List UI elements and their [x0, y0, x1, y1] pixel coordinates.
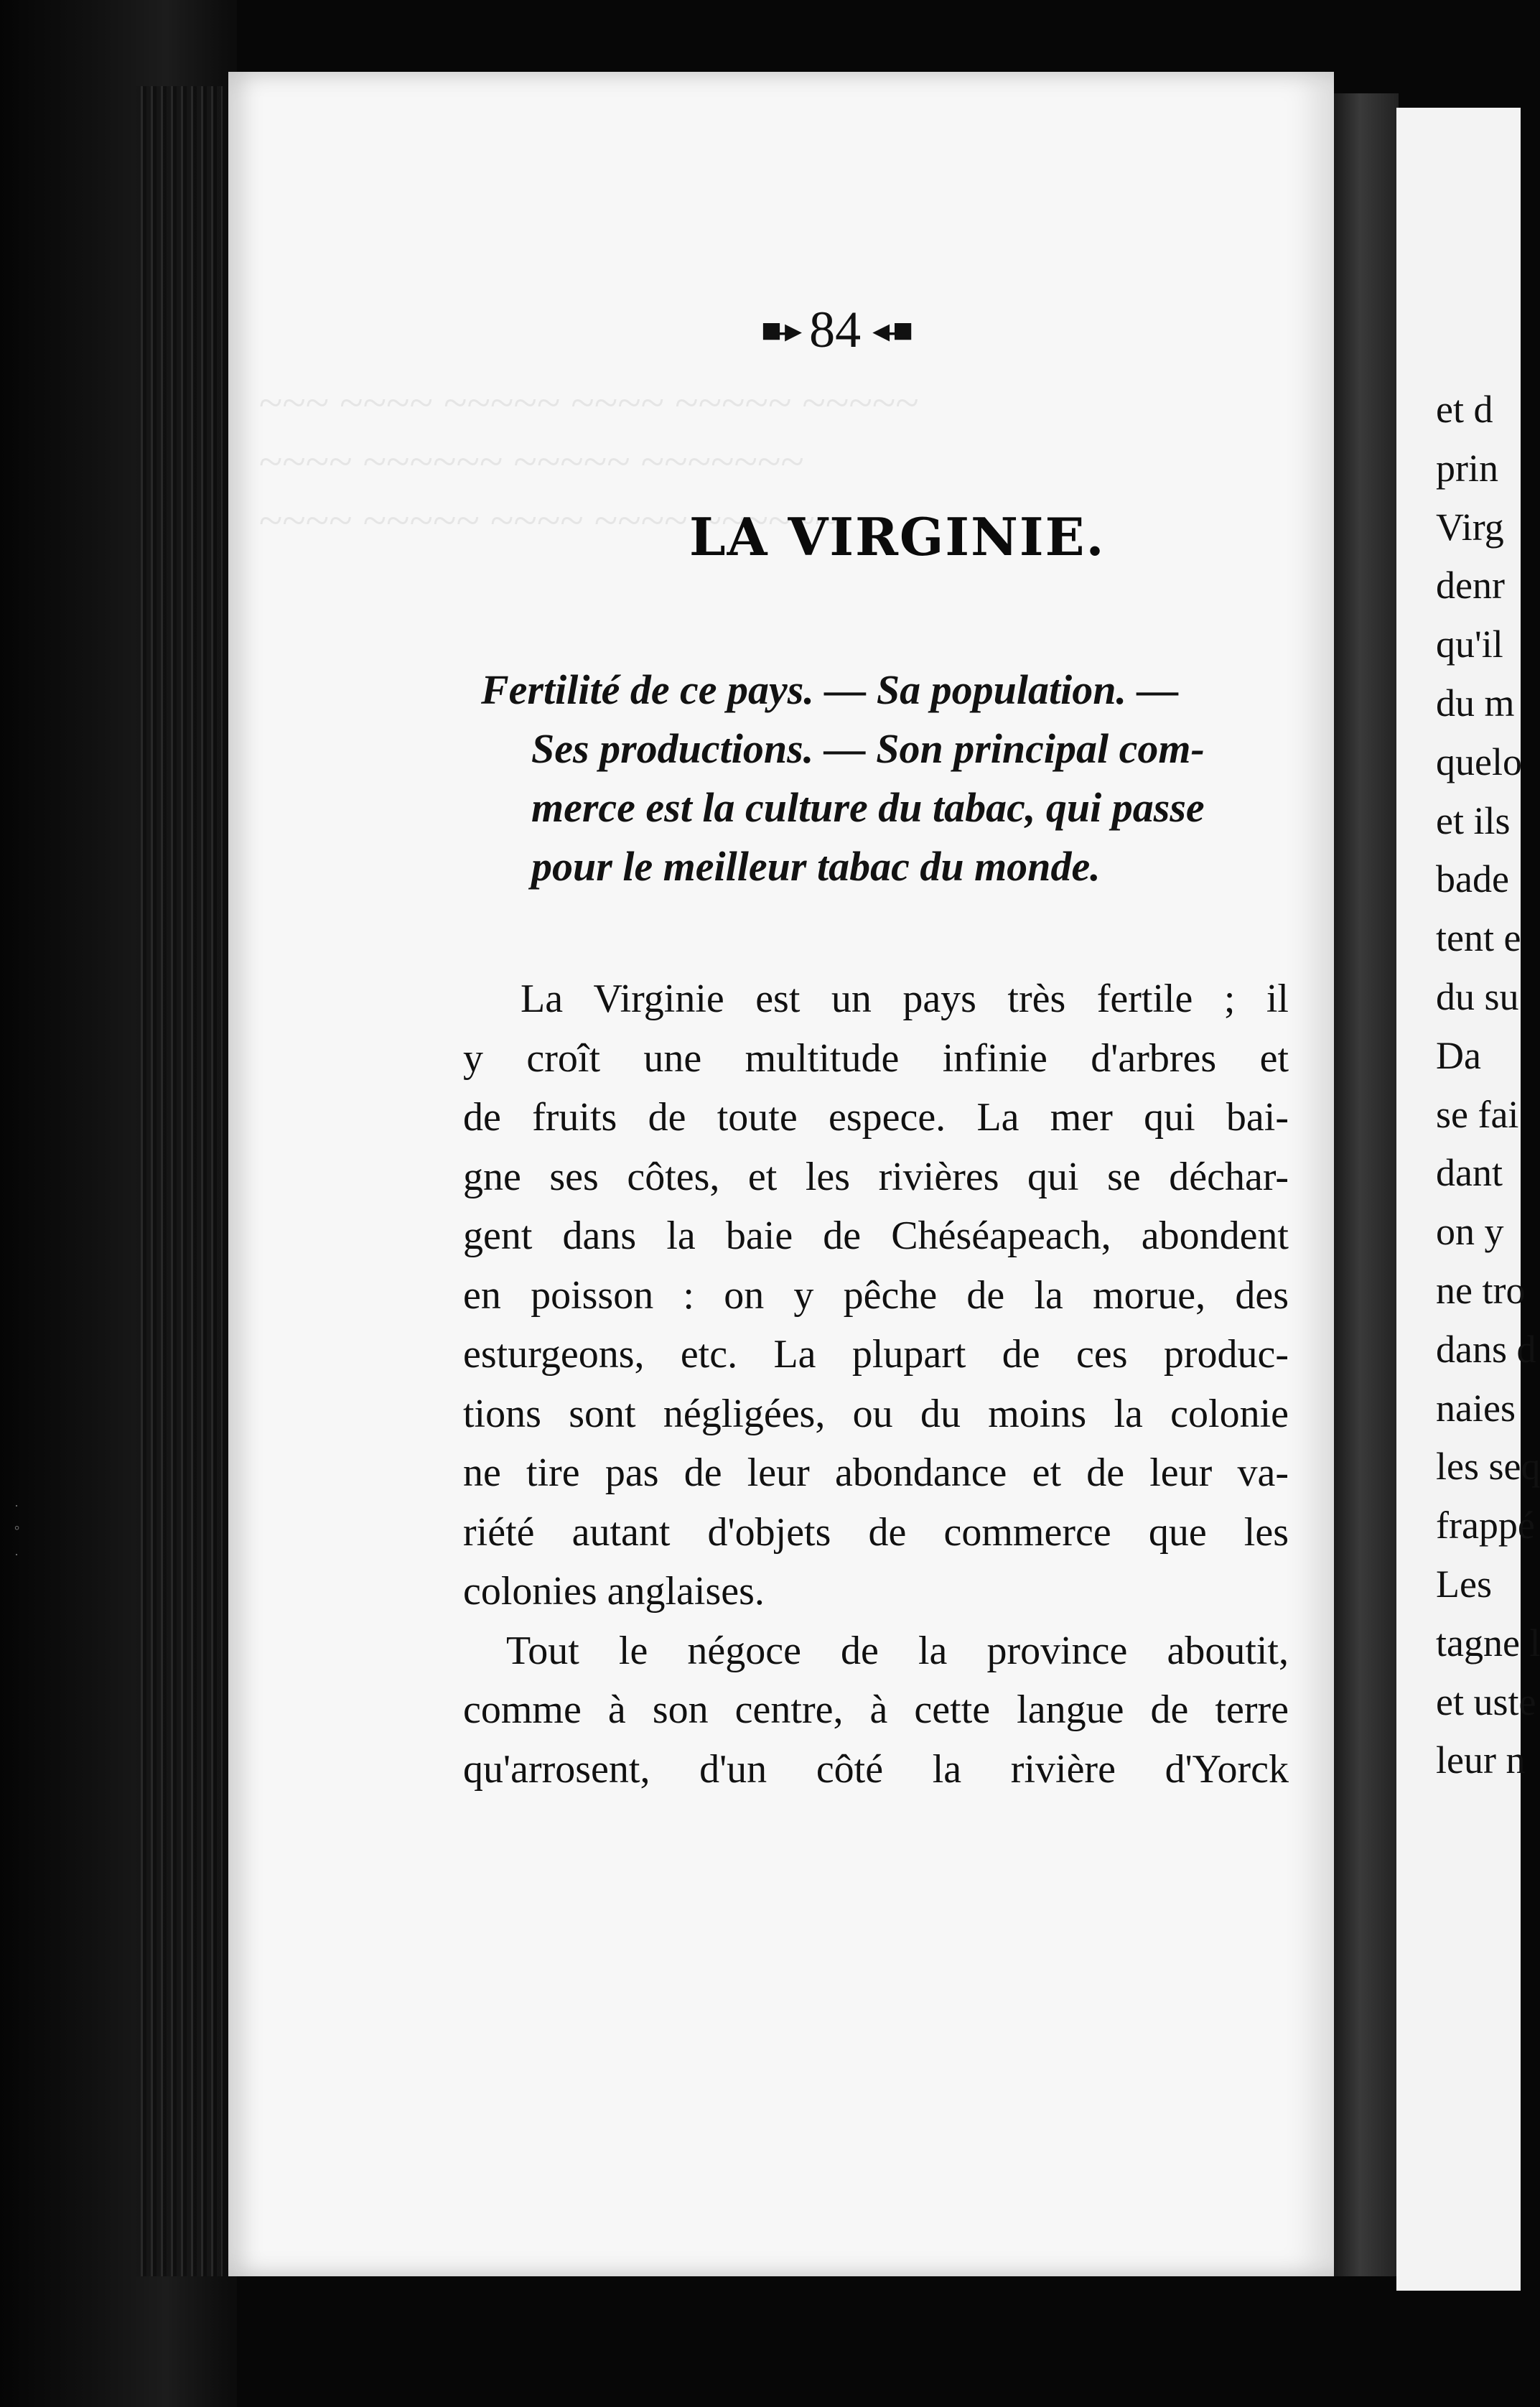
chapter-summary	[481, 661, 1292, 896]
summary-line: Ses productions. — Son principal com-	[531, 725, 1205, 772]
summary-line: merce est la culture du tabac, qui passe	[531, 784, 1205, 831]
facing-line: et uste	[1436, 1680, 1536, 1723]
body-line: qu'arrosent, d'un côté la rivière d'Yorck	[463, 1746, 1289, 1792]
page-number: 84	[809, 301, 862, 358]
body-line: comme à son centre, à cette langue de terre	[463, 1687, 1289, 1732]
facing-line: prin	[1436, 446, 1498, 490]
facing-line: ne tro	[1436, 1268, 1526, 1312]
facing-line: leur n	[1436, 1738, 1526, 1782]
body-line: La Virginie est un pays très fertile ; il	[521, 977, 1289, 1021]
ornament-left: ■-▸	[761, 311, 798, 350]
facing-line: denr	[1436, 564, 1505, 607]
body-line: Tout le négoce de la province aboutit,	[506, 1628, 1289, 1673]
body-line: colonies anglaises.	[463, 1569, 765, 1614]
facing-line: du su	[1436, 974, 1519, 1018]
body-line: riété autant d'objets de commerce que les	[463, 1509, 1289, 1555]
facing-line: Les	[1436, 1562, 1492, 1606]
body-line: gent dans la baie de Chéséapeach, abondent	[463, 1214, 1289, 1258]
facing-line: dans d	[1436, 1327, 1536, 1371]
facing-line: tent e	[1436, 916, 1521, 960]
facing-line: quelo	[1436, 740, 1522, 783]
page-header	[761, 300, 1048, 360]
facing-line: qu'il	[1436, 623, 1503, 666]
facing-line: frappé	[1436, 1504, 1535, 1547]
facing-line: tagne l	[1436, 1621, 1540, 1665]
facing-line: et ils	[1436, 799, 1511, 842]
facing-line: on y	[1436, 1210, 1504, 1254]
facing-line: naies	[1436, 1386, 1516, 1430]
margin-specks: · ° ·	[14, 1499, 20, 1562]
body-line: ne tire pas de leur abondance et de leur va-	[463, 1451, 1289, 1495]
binding-edge	[136, 86, 223, 2276]
facing-line: bade	[1436, 857, 1509, 901]
facing-line: Virg	[1436, 505, 1504, 549]
body-line: esturgeons, etc. La plupart de ces produc-	[463, 1332, 1289, 1377]
body-line: y croît une multitude infinie d'arbres et	[463, 1035, 1289, 1081]
body-text	[463, 969, 1289, 1799]
summary-line: pour le meilleur tabac du monde.	[531, 843, 1101, 890]
ornament-right: ◂-■	[872, 311, 910, 350]
body-line: de fruits de toute espece. La mer qui bai-	[463, 1095, 1289, 1140]
body-line: gne ses côtes, et les rivières qui se déchar-	[463, 1154, 1289, 1199]
facing-line: dant	[1436, 1151, 1503, 1195]
facing-line: Da	[1436, 1033, 1481, 1077]
facing-line: les seq	[1436, 1445, 1540, 1489]
facing-line: se fai	[1436, 1092, 1519, 1136]
facing-line: du m	[1436, 681, 1515, 725]
body-line: tions sont négligées, ou du moins la colonie	[463, 1391, 1289, 1436]
facing-line: et d	[1436, 388, 1493, 431]
summary-line: Fertilité de ce pays. — Sa population. —	[481, 666, 1179, 713]
chapter-title: LA VIRGINIE.	[689, 506, 1106, 567]
body-line: en poisson : on y pêche de la morue, des	[463, 1272, 1289, 1318]
facing-page-text	[1436, 381, 1540, 1790]
page-gutter	[1334, 93, 1399, 2276]
